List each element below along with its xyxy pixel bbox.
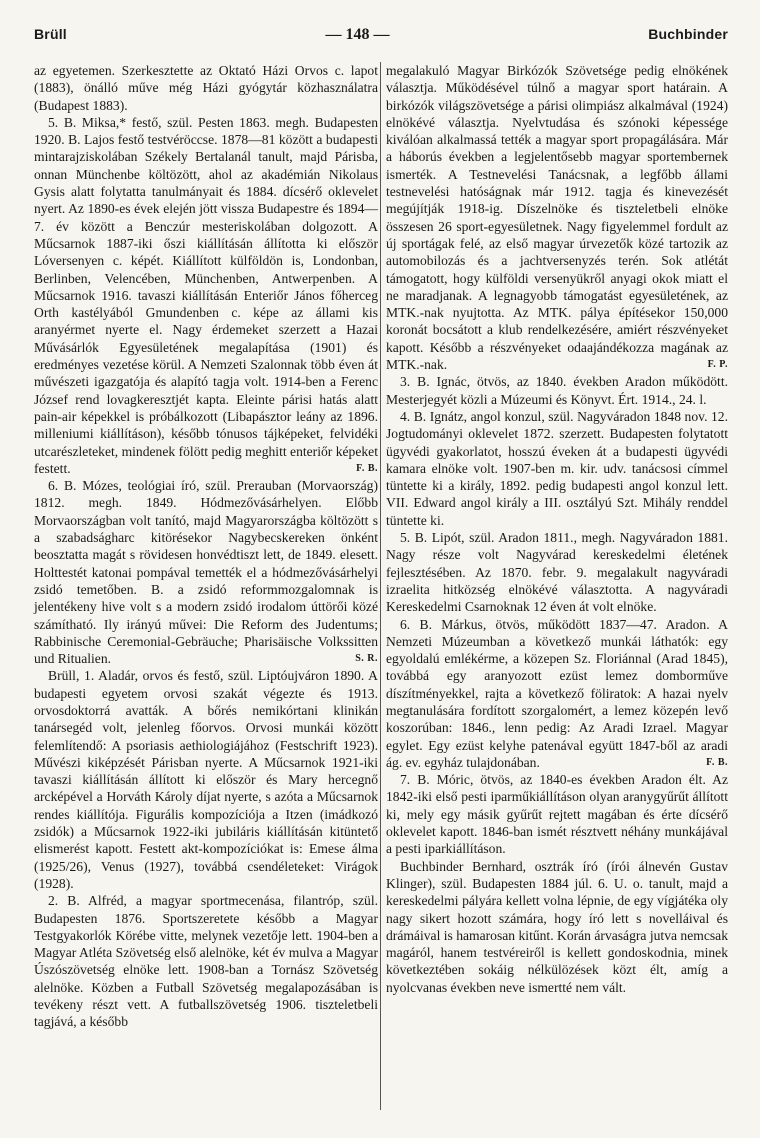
entry-text: megalakuló Magyar Birkózók Szövetsége pedig elnökének választja. Működésével túlnő a magyar sport határain. A birkózók világszövetsége a párisi olimpiász alkalmával (1924) elnökévé választja. Nyelvtudása és szónoki képessége kiválóan alkalmassá tették a magyar sport propagálására. Már a háborús években a legjelentősebb magyar sportembernek ismerték. A Testnevelési Tanácsnak, a legfőbb állami testnevelési hatóságnak már 1912. tagja és kinevezését megújítják 1918-ig. Díszelnöke és tiszteletbeli elnöke összesen 26 sport-egyesületnek. Nagy figyelemmel fordult az új sportágak felé, az első magyar úrvezetők közé tartozik az automobilozás és a jachtversenyzés terén. Sok atlétát támogatott, hogy külföldi versenyükről anyagi okok miatt el ne maradjanak. A legnagyobb támogatást egyesületének, az MTK.-nak nyujtotta. Az MTK. pálya építésekor 150,000 koronát bocsátott a klub rendelkezésére, amiért részvényeket kapott. Később a részvényeket odaajándékozza magának az MTK.-nak.: [386, 63, 728, 373]
author-signature: F. B.: [706, 756, 728, 768]
entry-text: az egyetemen. Szerkesztette az Oktató Házi Orvos c. lapot (1883), önálló műve még Házi gyógytár közhasználatra (Budapest 1883).: [34, 63, 378, 113]
header-right-keyword: Buchbinder: [648, 26, 728, 42]
author-signature: S. R.: [355, 653, 378, 665]
author-signature: F. B.: [356, 462, 378, 474]
entry-paragraph: [34, 667, 378, 892]
entry-text: 2. B. Alfréd, a magyar sportmecenása, filantróp, szül. Budapesten 1876. Sportszeretete később a Magyar Testgyakorlók Körébe vitte, melynek vezetője lett. 1904-ben a Magyar Atléta Szövetség első alelnöke, két év mulva a Magyar Úszószövetség elnöke lett. 1908-ban a Tornász Szövetség alelnöke. Közben a Futball Szövetség megalapozásában is tevékeny részt vett. A futballszövetség 1906. tiszteletbeli tagjává, a később: [34, 893, 378, 1030]
entry-paragraph: [34, 114, 378, 477]
entry-text: Brüll, 1. Aladár, orvos és festő, szül. Liptóujváron 1890. A budapesti egyetem orvosi szakát végezte és 1913. orvosdoktorrá avatták. A bőrés nemikórtani klinikán tanársegéd volt, jelenleg főorvos. Orvosi munkái között felemlítendő: A psoriasis aethiologiájához (Festschrift 1923). Művészi kiképzését Párisban nyerte. A Műcsarnok 1921-iki tavaszi kiállításán állított ki először és Mary hercegnő arcképével a Horváth Károly díjat nyerte, s azóta a Műcsarnok rendes kiállítója. Figurális kompozíciója a Itzen (imádkozó zsidók) a Műcsarnok 1922-iki jubiláris kiállításán kitüntető elismerést kapott. Festett akt-kompozíciókat is: Emese álma (1925/26), Venus (1927), továbbá csendéleteket: Virágok (1928).: [34, 668, 378, 891]
left-column: [34, 62, 378, 1031]
entry-text: 5. B. Miksa,* festő, szül. Pesten 1863. megh. Budapesten 1920. B. Lajos festő testvéröccse. 1878—81 között a budapesti mintarajziskolában Székely Bertalanál tanult, majd Párisba, onnan Münchenbe költözött, ahol az akadémián Nikolaus Gysis alatt folytatta tanulmányait és 1884. dícsérő oklevelet nyert. Az 1890-es évek elején jött vissza Budapestre és 1894—7. év között a Benczúr mesteriskolában dolgozott. A Műcsarnok 1887-iki őszi kiállításán állította ki először Lóversenyen c. képét. Kiállított külföldön is, Londonban, Berlinben, Velencében, Münchenben, Antwerpenben. A Műcsarnok 1916. tavaszi kiállításán Enteriőr János főherceg Orth kastélyából Gmundenben c. képe az állami kis aranyérmet nyerte el. Nagy érdemeket szerzett a Hazai Művásárlók Egyesületének megalapítása (1901) és eredményes vezetése körül. A Nemzeti Szalonnak több éven át művészeti igazgatója és alapító tagja volt. 1914-ben a Ferenc József rend lovagkeresztjét kapta. Eleinte párisi hatás alatt pain-air képekkel is próbálkozott (Libapásztor leány az 1896. milleniumi kiállításon), később tónusos tájképeket, felvidéki utcarészleteket, mindenek fölött pedig meghitt enteriőr képeket festett.: [34, 114, 378, 476]
entry-text: 4. B. Ignátz, angol konzul, szül. Nagyváradon 1848 nov. 12. Jogtudományi oklevelet 1872. szerzett. Budapesten folytatott ügyvédi gyakorlatot, hosszú éveken át a budapesti ügyvédi kamara elnöke volt. 1907-ben m. kir. udv. tanácsosi címmel tüntette ki a király, 1892. pedig budapesti angol konzul lett. VII. Edward angol király a III. osztályú Szt. Mihály renddel tüntette ki.: [386, 408, 728, 528]
header-left-keyword: Brüll: [34, 26, 67, 42]
column-divider: [380, 62, 381, 1110]
right-column: [386, 62, 728, 996]
entry-text: 6. B. Mózes, teológiai író, szül. Prerauban (Morvaország) 1812. megh. 1849. Hódmezővásárhelyen. Előbb Morvaországban volt tanító, majd Magyarországba költözött s a szabadságharc kitörésekor Nagybecskereken önként beosztatta magát s rövidesen honvédtiszt lett, de 1849. elesett. Holttestét katonai pompával temették el a hódmezővásárhelyi zsidó temetőben. B. a zsidó reformmozgalomnak is jelentékeny hive volt s a modern zsidó irodalom úttörői közé számítható. Ily irányú művei: Die Reform des Judentums; Rabbinische Ceremonial-Gebräuche; Pharisäische Volkssitten und Ritualien.: [34, 478, 378, 667]
author-signature: F. P.: [707, 359, 728, 371]
page-number: — 148 —: [325, 26, 390, 43]
entry-paragraph: [386, 771, 728, 857]
entry-text: 5. B. Lipót, szül. Aradon 1811., megh. Nagyváradon 1881. Nagy része volt Nagyvárad kereskedelmi életének fejlesztésében. Az 1870. febr. 9. megalakult nagyváradi izraelita hitközség elnökévé választotta. A nagyváradi Kereskedelmi Csarnoknak 12 éven át volt elnöke.: [386, 530, 728, 615]
entry-paragraph: [386, 408, 728, 529]
entry-paragraph: [386, 62, 728, 373]
entry-paragraph: [386, 373, 728, 408]
entry-text: 3. B. Ignác, ötvös, az 1840. években Aradon működött. Mesterjegyét közli a Múzeumi és Könyvt. Ért. 1914., 24. l.: [386, 374, 728, 407]
entry-paragraph: [34, 892, 378, 1030]
entry-text: Buchbinder Bernhard, osztrák író (írói álnevén Gustav Klinger), szül. Budapesten 1884 júl. 6. U. o. tanult, majd a kereskedelmi pályára kellett volna lépnie, de egy vígjátéka oly nagy sikert hozott számára, hogy író lett s novelláival és drámáival is hamarosan kitűnt. Korán árvaságra jutva nemcsak magáról, hanem testvéreiről is kellett gondoskodnia, minek következtében sokáig nélkülözések közt élt, amíg a nyolcvanas években neve ismertté nem vált.: [386, 858, 728, 995]
entry-paragraph: [386, 616, 728, 772]
entry-paragraph: [34, 62, 378, 114]
entry-paragraph: [386, 858, 728, 996]
running-header: [34, 26, 728, 48]
entry-text: 6. B. Márkus, ötvös, működött 1837—47. Aradon. A Nemzeti Múzeumban a következő munkái láthatók: egy egyoldalú emlékérme, a közepen Sz. Floriánnal (Arad 1845), továbbá egy aranyozott ezüst lemez domborműve díszítményekkel, rajta a következő föliratok: A hazai nyelv megtanulására fordított szorgalomért, a lemez közepén levő koszorúban: 1846., lenn pedig: Az Aradi Izrael. Magyar egylet. Egy ezüst kelyhe patenával együtt 1847-ből az aradi ág. ev. egyház tulajdonában.: [386, 616, 728, 770]
entry-text: 7. B. Móric, ötvös, az 1840-es években Aradon élt. Az 1842-iki első pesti iparműkiállításon olyan aranygyűrűt állított ki, mely egy másik gyűrűt rejtett magában és érte dícsérő oklevelet kapott. 1846-ban ismét résztvett néhány munkájával a pesti iparkiállításon.: [386, 772, 728, 857]
entry-paragraph: [386, 529, 728, 615]
entry-paragraph: [34, 477, 378, 667]
